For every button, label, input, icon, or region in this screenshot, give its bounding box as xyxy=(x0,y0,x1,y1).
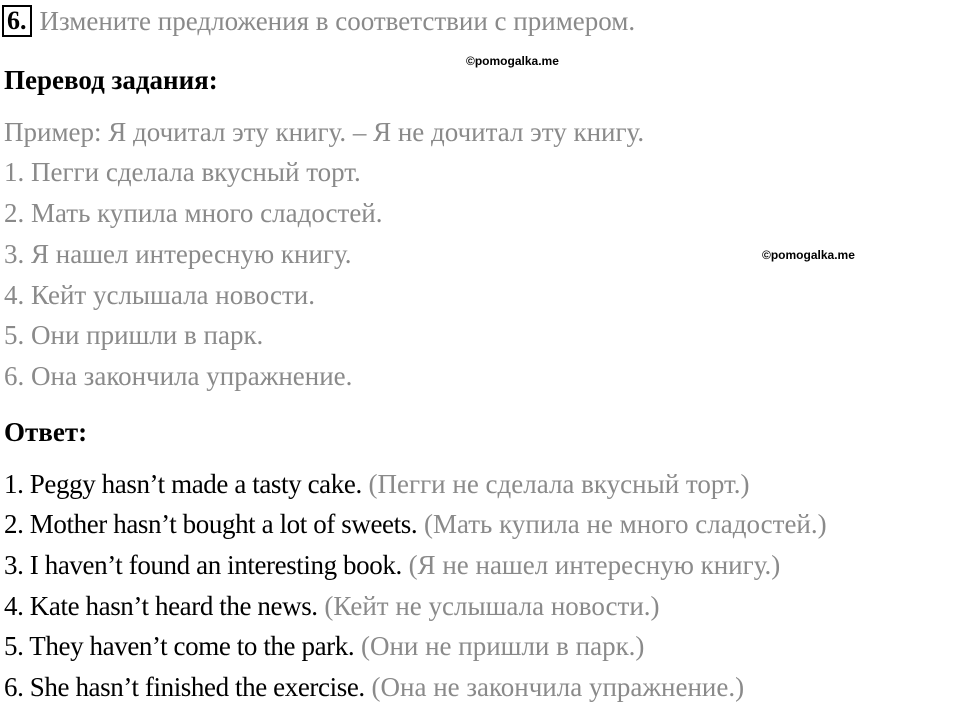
answer-line xyxy=(4,507,827,541)
answer-line xyxy=(4,629,644,663)
task-sentence: 2. Мать купила много сладостей. xyxy=(4,198,383,228)
answer-english: 5. They haven’t come to the park. xyxy=(4,631,355,661)
task-sentence: 6. Она закончила упражнение. xyxy=(4,361,353,391)
answer-english: 2. Mother hasn’t bought a lot of sweets. xyxy=(4,509,418,539)
task-number-badge: 6. xyxy=(2,5,32,37)
translation-heading: Перевод задания: xyxy=(4,65,218,95)
answer-line xyxy=(4,670,744,704)
answer-line xyxy=(4,467,750,501)
answer-english: 4. Kate hasn’t heard the news. xyxy=(4,591,318,621)
answer-russian: (Мать купила не много сладостей.) xyxy=(423,509,827,539)
answer-russian: (Они не пришли в парк.) xyxy=(360,631,645,661)
answer-english: 6. She hasn’t finished the exercise. xyxy=(4,672,365,702)
answer-line xyxy=(4,589,660,623)
answer-heading: Ответ: xyxy=(4,417,88,447)
answer-line xyxy=(4,548,780,582)
answer-russian: (Пегги не сделала вкусный торт.) xyxy=(368,469,750,499)
task-sentence: 5. Они пришли в парк. xyxy=(4,320,264,350)
task-instruction: Измените предложения в соответствии с примером. xyxy=(39,6,636,36)
watermark: ©pomogalka.me xyxy=(466,54,559,68)
answer-english: 3. I haven’t found an interesting book. xyxy=(4,550,402,580)
task-sentence: 1. Пегги сделала вкусный торт. xyxy=(4,157,361,187)
answer-russian: (Я не нашел интересную книгу.) xyxy=(408,550,781,580)
task-sentence: 4. Кейт услышала новости. xyxy=(4,280,315,310)
answer-russian: (Кейт не услышала новости.) xyxy=(324,591,660,621)
answer-english: 1. Peggy hasn’t made a tasty cake. xyxy=(4,469,362,499)
watermark: ©pomogalka.me xyxy=(762,248,855,262)
answer-russian: (Она не закончила упражнение.) xyxy=(371,672,745,702)
task-header xyxy=(2,4,635,38)
example-sentence: Пример: Я дочитал эту книгу. – Я не дочитал эту книгу. xyxy=(4,117,645,147)
task-sentence: 3. Я нашел интересную книгу. xyxy=(4,239,352,269)
